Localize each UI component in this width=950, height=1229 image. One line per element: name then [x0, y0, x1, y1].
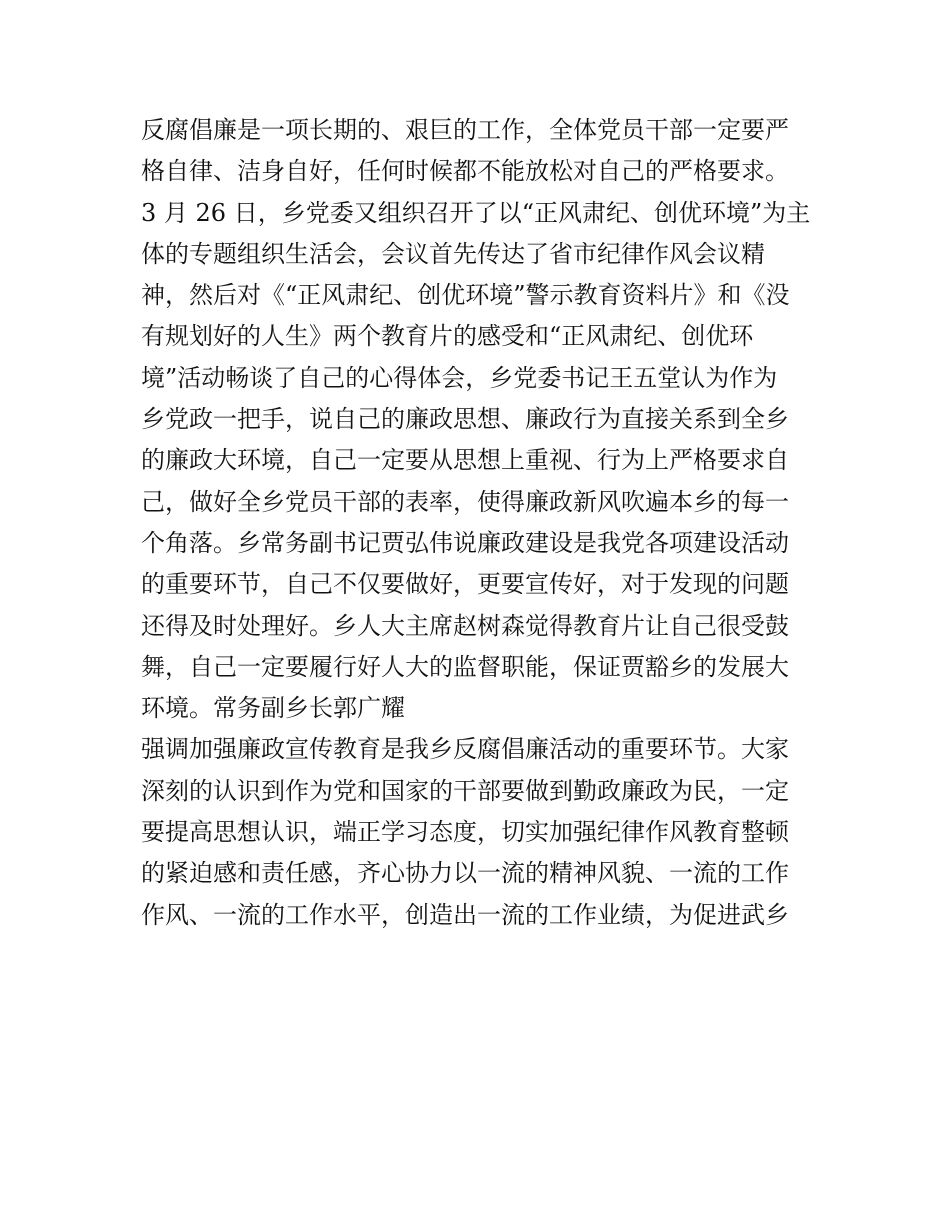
text-line-10: 己，做好全乡党员干部的表率，使得廉政新风吹遍本乡的每一: [141, 487, 789, 516]
text-line-16: 强调加强廉政宣传教育是我乡反腐倡廉活动的重要环节。大家: [141, 735, 789, 764]
text-line-17: 深刻的认识到作为党和国家的干部要做到勤政廉政为民，一定: [141, 776, 789, 805]
text-line-8: 乡党政一把手，说自己的廉政思想、廉政行为直接关系到全乡: [141, 405, 789, 434]
text-line-20: 作风、一流的工作水平，创造出一流的工作业绩，为促进武乡: [141, 900, 789, 929]
text-line-2: 格自律、洁身自好，任何时候都不能放松对自己的严格要求。: [141, 157, 789, 186]
text-line-7: 境”活动畅谈了自己的心得体会，乡党委书记王五堂认为作为: [141, 363, 778, 392]
text-line-4: 体的专题组织生活会，会议首先传达了省市纪律作风会议精: [141, 239, 765, 268]
text-line-9: 的廉政大环境，自己一定要从思想上重视、行为上严格要求自: [141, 446, 789, 475]
text-line-1: 反腐倡廉是一项长期的、艰巨的工作，全体党员干部一定要严: [141, 116, 789, 144]
text-line-11: 个角落。乡常务副书记贾弘伟说廉政建设是我党各项建设活动: [141, 528, 789, 557]
text-line-13: 还得及时处理好。乡人大主席赵树森觉得教育片让自己很受鼓: [141, 611, 789, 640]
text-line-14: 舞，自己一定要履行好人大的监督职能，保证贾豁乡的发展大: [141, 652, 789, 681]
text-line-18: 要提高思想认识，端正学习态度，切实加强纪律作风教育整顿: [141, 818, 789, 847]
text-line-19: 的紧迫感和责任感，齐心协力以一流的精神风貌、一流的工作: [141, 859, 789, 888]
body-text: [141, 110, 821, 936]
text-line-6: 有规划好的人生》两个教育片的感受和“正风肃纪、创优环: [141, 322, 754, 351]
text-line-12: 的重要环节，自己不仅要做好，更要宣传好，对于发现的问题: [141, 570, 789, 599]
text-line-5: 神，然后对《“正风肃纪、创优环境”警示教育资料片》和《没: [141, 281, 790, 310]
text-line-3: 3 月 26 日，乡党委又组织召开了以“正风肃纪、创优环境”为主: [141, 198, 811, 227]
text-line-15: 环境。常务副乡长郭广耀: [141, 694, 405, 723]
